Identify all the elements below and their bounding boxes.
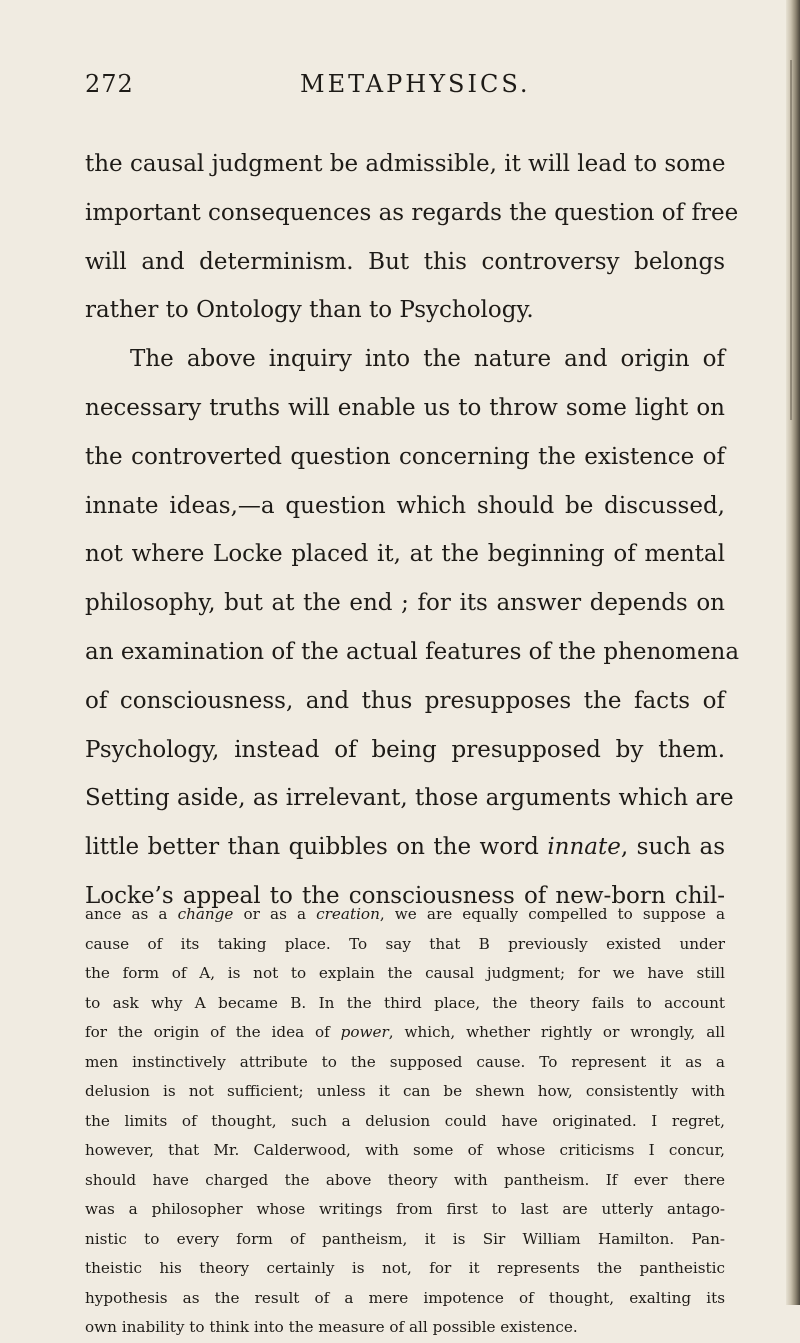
footnote-line: nistic to every form of pantheism, it is Sir William Hamilton. Pan- xyxy=(85,1229,725,1248)
text-line: Locke’s appeal to the consciousness of new-born chil- xyxy=(85,882,725,909)
text-line: will and determinism. But this controversy belongs xyxy=(85,248,725,275)
footnote-line: ance as a change or as a creation, we are equally compelled to suppose a xyxy=(85,905,726,923)
text-line: innate ideas,—a question which should be discussed, xyxy=(85,492,725,519)
text-line: important consequences as regards the question of free xyxy=(85,199,739,226)
page-edge-shadow xyxy=(786,0,800,1305)
text-line: of consciousness, and thus presupposes the facts of xyxy=(85,687,725,714)
text-line: Psychology, instead of being presupposed by them. xyxy=(85,736,725,763)
text-line: the controverted question concerning the existence of xyxy=(85,443,725,470)
footnote-line: the form of A, is not to explain the causal judgment; for we have still xyxy=(85,964,725,982)
text-line: necessary truths will enable us to throw some light on xyxy=(85,394,725,421)
footnote-line: own inability to think into the measure of all possible existence. xyxy=(85,1318,578,1336)
footnote-line: was a philosopher whose writings from first to last are utterly antago- xyxy=(85,1200,725,1218)
footnote-text xyxy=(85,900,725,1343)
body-text xyxy=(85,140,740,921)
text-line: an examination of the actual features of the phenomena xyxy=(85,638,740,665)
footnote-line: for the origin of the idea of power, which, whether rightly or wrongly, all xyxy=(85,1023,726,1041)
text-line: not where Locke placed it, at the beginning of mental xyxy=(85,541,725,568)
text-line: philosophy, but at the end ; for its answer depends on xyxy=(85,590,725,617)
footnote-line: the limits of thought, such a delusion could have originated. I regret, xyxy=(85,1111,725,1130)
footnote-line: however, that Mr. Calderwood, with some of whose criticisms I concur, xyxy=(85,1141,725,1159)
paragraph-start-line: The above inquiry into the nature and origin of xyxy=(130,346,725,373)
footnote-line: cause of its taking place. To say that B previously existed under xyxy=(85,934,725,953)
page-number: 272 xyxy=(85,70,134,98)
page-header xyxy=(85,70,725,110)
running-head: METAPHYSICS. xyxy=(300,70,531,98)
text-line: rather to Ontology than to Psychology. xyxy=(85,297,534,324)
text-line: Setting aside, as irrelevant, those arguments which are xyxy=(85,785,734,812)
footnote-line: hypothesis as the result of a mere impotence of thought, exalting its xyxy=(85,1288,725,1307)
footnote-line: should have charged the above theory with pantheism. If ever there xyxy=(85,1170,725,1189)
footnote-line: to ask why A became B. In the third place, the theory fails to account xyxy=(85,993,725,1012)
emphasis-creation: creation xyxy=(316,905,380,923)
emphasis-change: change xyxy=(177,905,234,923)
footnote-line: theistic his theory certainly is not, for it represents the pantheistic xyxy=(85,1259,725,1277)
text-line: little better than quibbles on the word innate, such as xyxy=(85,834,725,861)
footnote-line: delusion is not sufficient; unless it can be shewn how, consistently with xyxy=(85,1082,725,1100)
text-line: the causal judgment be admissible, it will lead to some xyxy=(85,151,726,177)
emphasis-innate: innate xyxy=(547,834,621,861)
footnote-line: men instinctively attribute to the supposed cause. To represent it as a xyxy=(85,1052,725,1071)
emphasis-power: power xyxy=(340,1023,389,1041)
